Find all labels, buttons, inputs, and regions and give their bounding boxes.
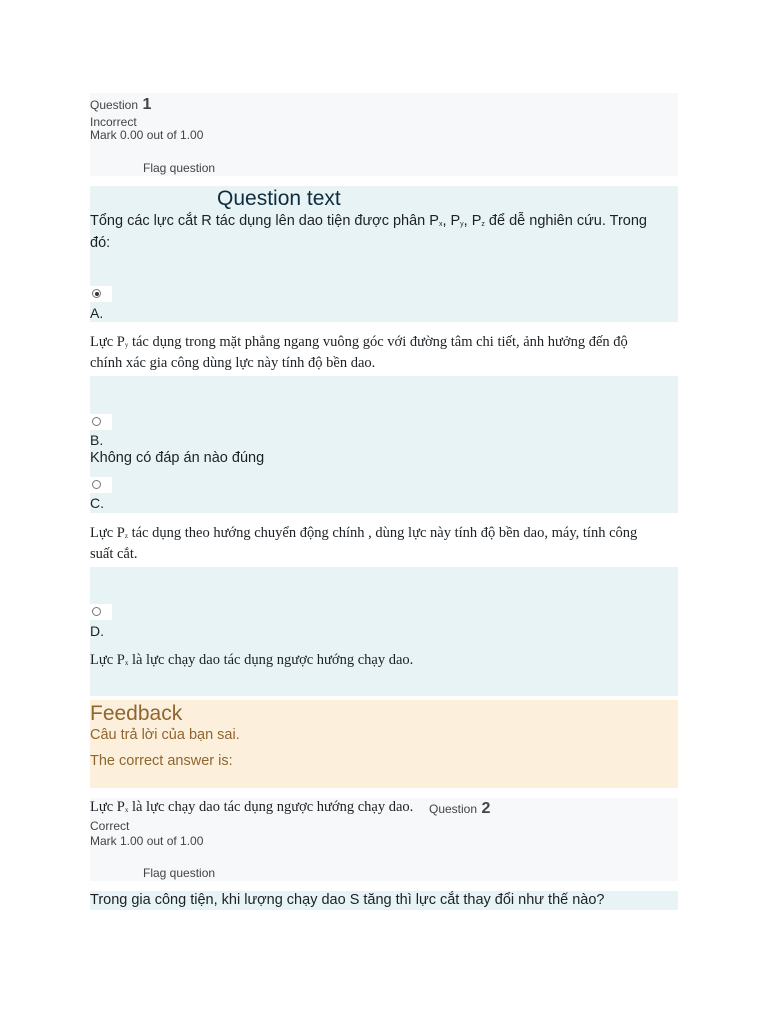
option-d-text: Lực $P_x$ là lực chạy dao tác dụng ngược hướng chạy dao.	[90, 652, 414, 668]
question-2-number-value: 2	[481, 800, 491, 817]
question-2-status: Correct	[90, 819, 130, 833]
question-2-number: Question 2	[429, 800, 491, 817]
question-2-text: Trong gia công tiện, khi lượng chạy dao S tăng thì lực cắt thay đổi như thế nào?	[90, 892, 605, 908]
question-number: Question 1	[90, 96, 152, 113]
feedback-heading: Feedback	[90, 702, 183, 725]
question-text-area	[90, 186, 678, 322]
option-a-text: Lực $P_y$ tác dụng trong mặt phẳng ngang vuông góc với đường tâm chi tiết, ảnh hưởng đến độ chính xác gia công dùng lực này tính độ bền dao.	[90, 334, 628, 371]
option-d-letter: D.	[90, 623, 104, 639]
option-b-text: Không có đáp án nào đúng	[90, 450, 265, 466]
option-d-radio[interactable]	[90, 604, 112, 620]
question-status: Incorrect	[90, 115, 137, 129]
question-text: Tổng các lực cắt R tác dụng lên dao tiện được phân $P_x$, $P_y$, $P_z$ để dễ nghiên cứu. Trong đó:	[90, 213, 647, 251]
option-c-text: Lực $P_z$ tác dụng theo hướng chuyển động chính , dùng lực này tính độ bền dao, máy, tính công suất cắt.	[90, 525, 638, 562]
flag-question-link[interactable]: Flag question	[143, 161, 216, 175]
option-d-area	[90, 567, 678, 696]
option-a-letter: A.	[90, 305, 104, 321]
question-number-value: 1	[142, 96, 152, 113]
option-b-radio[interactable]	[90, 414, 112, 430]
question-2-mark: Mark 1.00 out of 1.00	[90, 834, 204, 848]
question-text-heading: Question text	[217, 187, 341, 210]
option-c-radio[interactable]	[90, 477, 112, 493]
question-mark: Mark 0.00 out of 1.00	[90, 128, 204, 142]
feedback-message: Câu trả lời của bạn sai.	[90, 727, 240, 743]
feedback-correct-label: The correct answer is:	[90, 753, 233, 769]
correct-answer-text: Lực $P_x$ là lực chạy dao tác dụng ngược hướng chạy dao.	[90, 799, 414, 815]
feedback-panel	[90, 700, 678, 788]
option-c-letter: C.	[90, 495, 104, 511]
flag-question-2-link[interactable]: Flag question	[143, 866, 216, 880]
option-a-radio[interactable]	[90, 286, 112, 302]
option-b-letter: B.	[90, 432, 104, 448]
options-bc-area	[90, 376, 678, 513]
